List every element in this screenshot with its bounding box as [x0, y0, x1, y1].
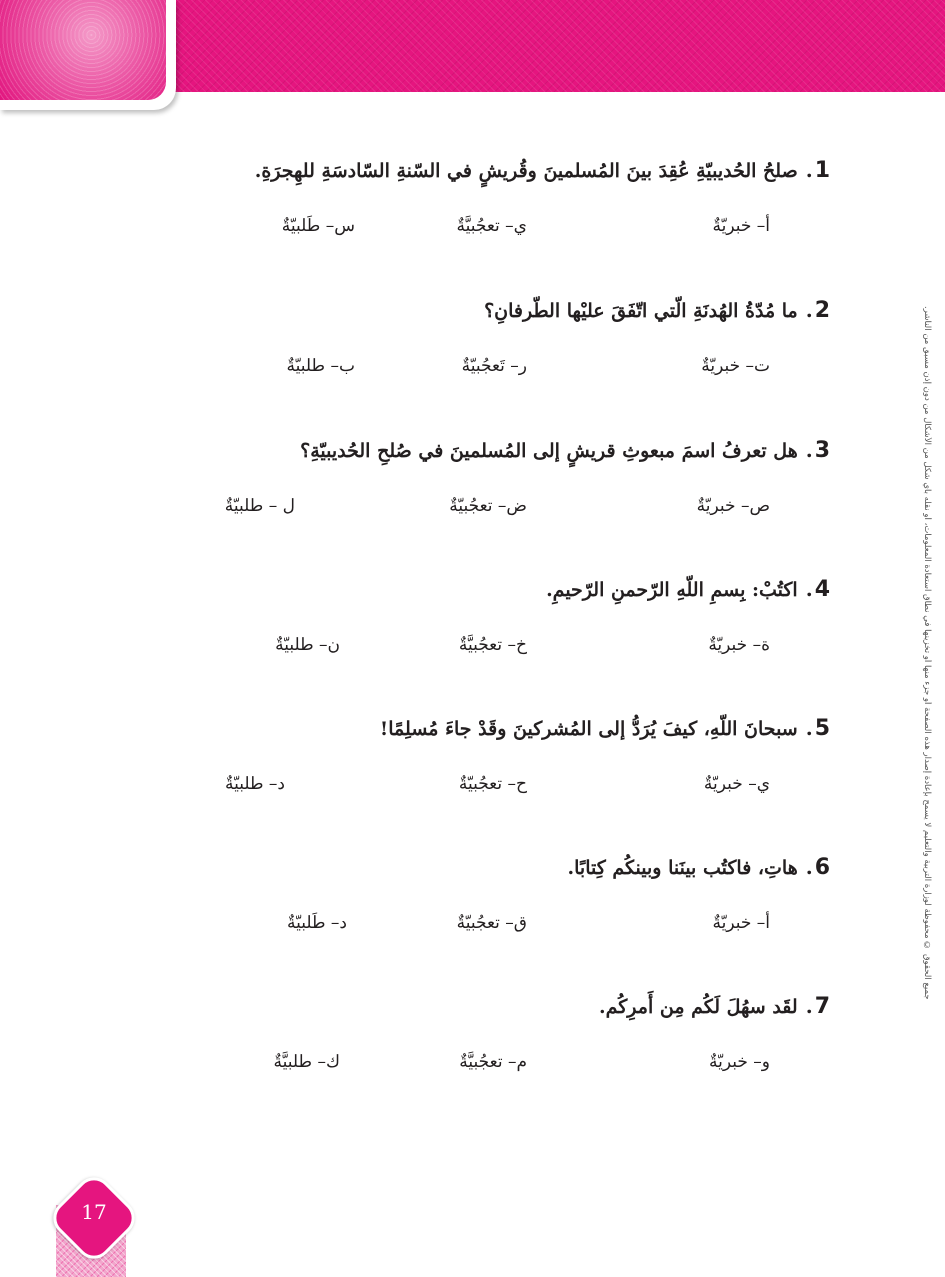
question-number: 2 [814, 298, 830, 323]
question-number: 7 [814, 994, 830, 1019]
question-text: لقَد سهُلَ لَكُم مِن أَمرِكُم. [599, 996, 798, 1018]
question-2 [130, 298, 830, 323]
question-number-dot: . [805, 438, 813, 462]
option-informative[interactable]: ي– خبريّةٌ [703, 774, 770, 794]
option-imperative[interactable]: ك– طلبيَّةٌ [273, 1052, 340, 1072]
option-informative[interactable]: ة– خبريّةٌ [708, 635, 770, 655]
option-informative[interactable]: أ– خبريّةٌ [712, 216, 770, 236]
question-5 [130, 716, 830, 741]
question-4 [130, 577, 830, 602]
question-number-dot: . [805, 994, 813, 1018]
question-text: ما مُدّةُ الهُدنَةِ الّتي اتّفَقَ عليْها الطّرفانِ؟ [484, 300, 798, 322]
question-number-dot: . [805, 298, 813, 322]
option-informative[interactable]: ص– خبريّةٌ [696, 496, 770, 516]
option-imperative[interactable]: ن– طلبيّةٌ [275, 635, 340, 655]
question-number: 5 [814, 716, 830, 741]
question-text: هاتِ، فاكتُب بينَنا وبينكُم كِتابًا. [567, 857, 798, 879]
question-number: 6 [814, 855, 830, 880]
option-imperative[interactable]: ب– طلبيّةٌ [286, 356, 355, 376]
option-informative[interactable]: و– خبريّةٌ [709, 1052, 770, 1072]
question-text: اكتُبْ: بِسمِ اللّهِ الرّحمنِ الرّحيمِ. [546, 579, 798, 601]
option-exclamatory[interactable]: ر– تَعجُبيّةٌ [461, 356, 527, 376]
header-corner-tab [0, 0, 176, 110]
option-imperative[interactable]: د– طَلبيّةٌ [286, 913, 347, 933]
question-text: سبحانَ اللّهِ، كيفَ يُرَدُّ إلى المُشركينَ وقَدْ جاءَ مُسلِمًا! [379, 718, 798, 740]
question-7 [130, 994, 830, 1019]
question-number: 1 [814, 158, 830, 183]
option-imperative[interactable]: د– طلبيّةٌ [224, 774, 285, 794]
option-imperative[interactable]: ل – طلبيّةٌ [224, 496, 295, 516]
question-text: صلحُ الحُديبيّةِ عُقِدَ بينَ المُسلمينَ وقُريشٍ في السّنةِ السّادسَةِ للهِجرَةِ. [254, 160, 798, 182]
option-informative[interactable]: أ– خبريّةٌ [712, 913, 770, 933]
question-number-dot: . [805, 855, 813, 879]
option-imperative[interactable]: س– طَلبيّةٌ [281, 216, 355, 236]
question-6 [130, 855, 830, 880]
question-3 [130, 438, 830, 463]
option-exclamatory[interactable]: خ– تعجُبيَّةٌ [458, 635, 527, 655]
option-exclamatory[interactable]: ح– تعجُبيّةٌ [458, 774, 527, 794]
question-number-dot: . [805, 716, 813, 740]
question-number-dot: . [805, 158, 813, 182]
option-exclamatory[interactable]: ي– تعجُبيَّةٌ [456, 216, 527, 236]
question-number: 4 [814, 577, 830, 602]
question-text: هل تعرفُ اسمَ مبعوثِ قريشٍ إلى المُسلمينَ في صُلحِ الحُديبيّةِ؟ [300, 440, 798, 462]
copyright-note: جميع الحقوق © محفوظة لوزارة التربية والتعليم لا يسمح بإعادة إصدار هذه الصفحة أو جزء منها أو تخزينها في نطاق استعادة المعلومات، أو نقله بأي شكل من الأشكال من دون إذن مسبق من الناشر. [922, 306, 932, 1000]
page-number: 17 [81, 1200, 107, 1224]
header-corner-pattern [0, 0, 166, 100]
question-1 [130, 158, 830, 183]
option-exclamatory[interactable]: ق– تعجُبيّةٌ [456, 913, 527, 933]
option-exclamatory[interactable]: ض– تعجُبيّةٌ [449, 496, 527, 516]
question-number-dot: . [805, 577, 813, 601]
option-informative[interactable]: ت– خبريّةٌ [701, 356, 770, 376]
option-exclamatory[interactable]: م– تعجُبيَّةٌ [459, 1052, 527, 1072]
question-number: 3 [814, 438, 830, 463]
